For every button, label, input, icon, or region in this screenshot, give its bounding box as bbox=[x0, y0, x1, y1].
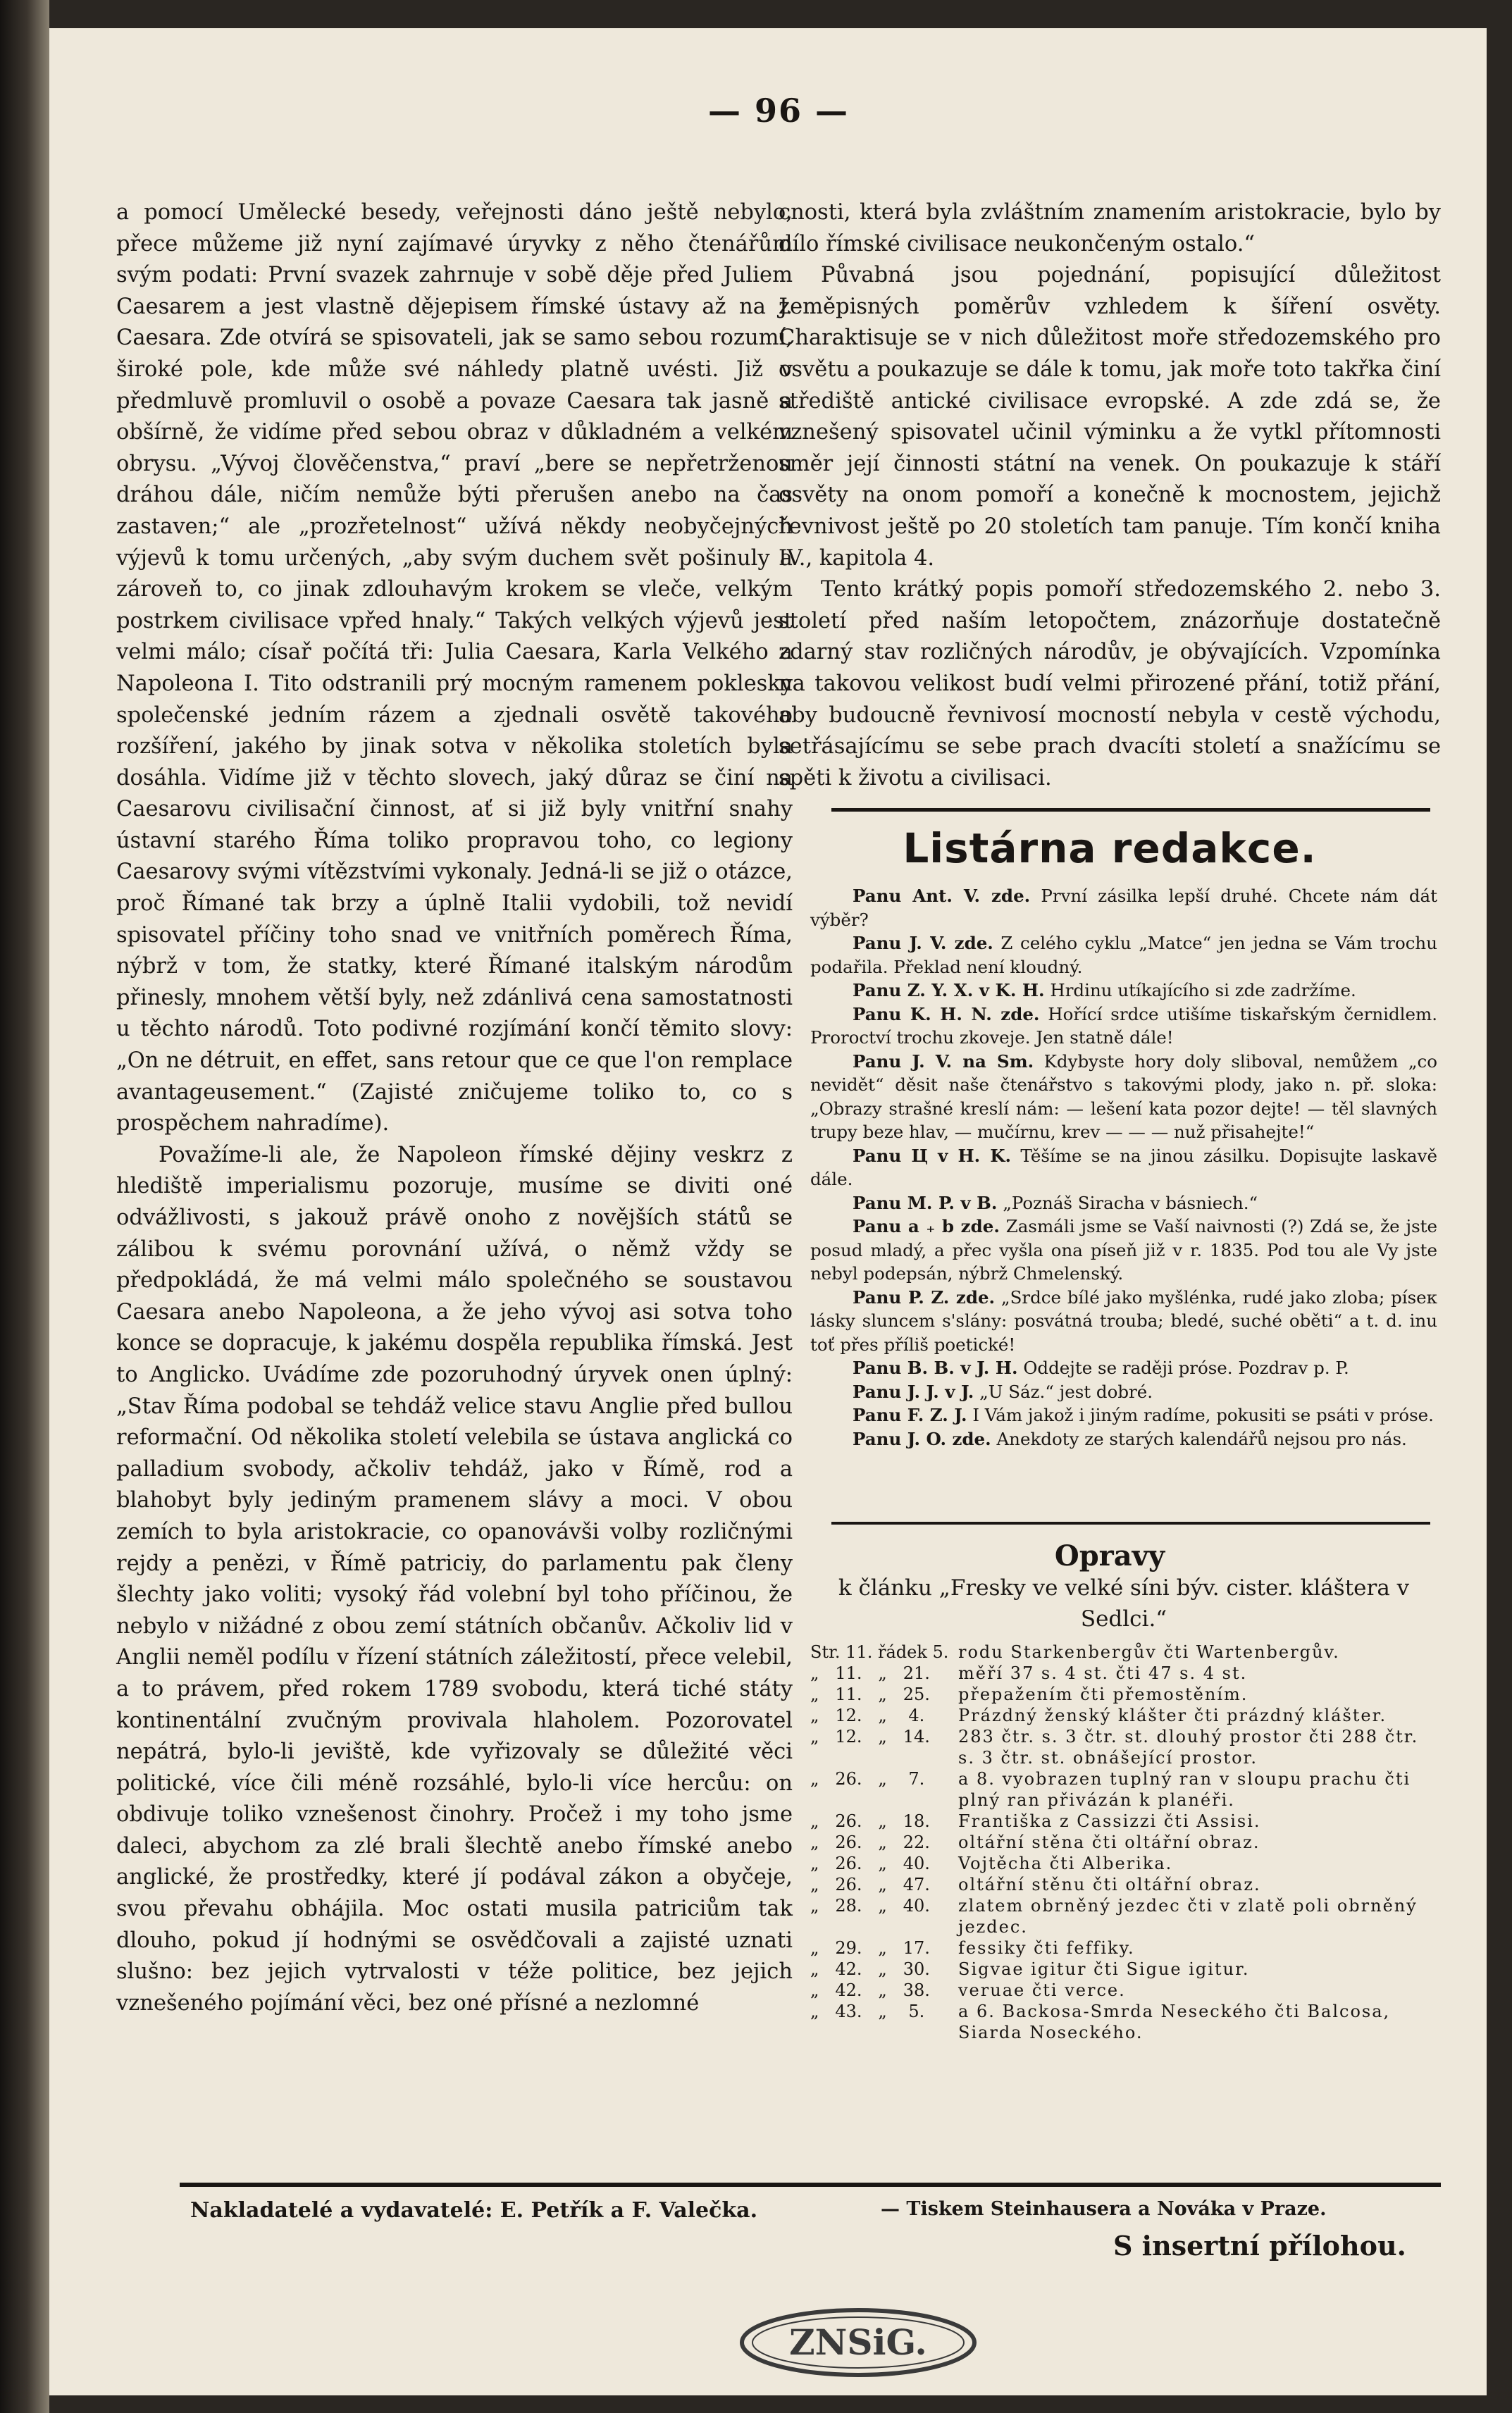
errata-correction: měří 37 s. 4 st. čti 47 s. 4 st. bbox=[958, 1663, 1248, 1683]
letter-text: Kdybyste hory doly sliboval, nemůžem „co nevidět“ děsit naše čtenářstvo s takovými plody, jako n. př. sloka: „Obrazy strašné kreslí nám: — lešení kata pozor dejte! — těl slavných trupy beze hlav, — mučírnu, krev — — — nuž přisahejte!“ bbox=[810, 1050, 1437, 1142]
letter-recipient: Panu a ₊ b zde. bbox=[853, 1216, 1000, 1236]
errata-location: „ 43. „ 5. bbox=[810, 2002, 925, 2021]
publishers-line: Nakladatelé a vydavatelé: E. Petřík a F. Valečka. bbox=[190, 2198, 758, 2223]
errata-location: „ 28. „ 40. bbox=[810, 1896, 930, 1916]
errata-location: „ 12. „ 4. bbox=[810, 1706, 925, 1725]
letter-entry bbox=[810, 1403, 1437, 1427]
errata-correction: oltářní stěnu čti oltářní obraz. bbox=[958, 1875, 1261, 1894]
errata-location: Str. 11. řádek 5. bbox=[810, 1642, 949, 1662]
errata-correction: Prázdný ženský klášter čti prázdný klášter. bbox=[958, 1706, 1387, 1725]
letter-text: Oddejte se raději próse. Pozdrav p. P. bbox=[1023, 1358, 1349, 1378]
letter-recipient: Panu Ц v H. K. bbox=[853, 1145, 1012, 1166]
errata-location: „ 42. „ 30. bbox=[810, 1959, 930, 1979]
errata-correction: přepažením čti přemostěním. bbox=[958, 1685, 1248, 1704]
letter-recipient: Panu J. O. zde. bbox=[853, 1428, 991, 1449]
imprint-rule-top bbox=[180, 2183, 1441, 2187]
letter-recipient: Panu M. P. v B. bbox=[853, 1192, 998, 1213]
errata-location: „ 12. „ 14. bbox=[810, 1727, 930, 1747]
errata-row bbox=[810, 1832, 1430, 1853]
errata-correction: 283 čtr. s. 3 čtr. st. dlouhý prostor čti 288 čtr. s. 3 čtr. st. obnášející prostor. bbox=[958, 1727, 1419, 1768]
errata-row bbox=[810, 1874, 1430, 1895]
letter-recipient: Panu Ant. V. zde. bbox=[853, 886, 1031, 906]
letter-text: Zasmáli jsme se Vaší naivnosti (?) Zdá se, že jste posud mladý, a přec vyšla ona píseň již v r. 1835. Pod tou ale Vy jste nebyl podepsán, nýbrž Chmelenský. bbox=[810, 1216, 1438, 1284]
errata-row bbox=[810, 1980, 1430, 2001]
errata-row bbox=[810, 1959, 1430, 1980]
section-divider-rule bbox=[831, 808, 1430, 812]
article-paragraph: Půvabná jsou pojednání, popisující důležitost zeměpisných poměrův vzhledem k šíření osvěty. Charaktisuje se v nich důležitost moře středozemského pro osvětu a poukazuje se dále k tomu, jak moře toto takřka činí střediště antické civilisace evropské. A zde zdá se, že vznešený spisovatel učinil výminku a že vytkl přítomnosti směr její činnosti státní na venek. On poukazuje k stáří osvěty na onom pomoří a konečně k mocnostem, jejichž řevnivost ještě po 20 stoletích tam panuje. Tím končí kniha IV., kapitola 4. bbox=[779, 263, 1441, 571]
letter-text: Anekdoty ze starých kalendářů nejsou pro nás. bbox=[996, 1428, 1407, 1449]
errata-location: „ 42. „ 38. bbox=[810, 1980, 930, 2000]
errata-row bbox=[810, 1853, 1430, 1874]
errata-correction: Sigvae igitur čti Sigue igitur. bbox=[958, 1959, 1250, 1979]
article-paragraph: a pomocí Umělecké besedy, veřejnosti dáno ještě nebylo, přece můžeme již nyní zajímavé úryvky z něho čtenářům svým podati: První svazek zahrnuje v sobě děje před Juliem Caesarem a jest vlastně dějepisem římské ústavy až na J. Caesara. Zde otvírá se spisovateli, jak se samo sebou rozumí, široké pole, kde může své náhledy platně uvésti. Již v předmluvě promluvil o osobě a povaze Caesara tak jasně a obšírně, že vidíme před sebou obraz v důkladném a velkém obrysu. „Vývoj člověčenstva,“ praví „bere se nepřetrženou dráhou dále, ničím nemůže býti přerušen anebo na čas zastaven;“ ale „prozřetelnost“ užívá někdy neobyčejných výjevů k tomu určených, „aby svým duchem svět pošinuly a zároveň to, co jinak zdlouhavým krokem se vleče, velkým postrkem civilisace vpřed hnaly.“ Takých velkých výjevů jest velmi málo; císař počítá tři: Julia Caesara, Karla Velkého a Napoleona I. Tito odstranili prý mocným ramenem poklesky společenské jedním rázem a zjednali osvětě takového rozšíření, jakého by jinak sotva v několika stoletích byla dosáhla. Vidíme již v těchto slovech, jaký důraz se činí na Caesarovu civilisační činnost, ať si již byly vnitřní snahy ústavní starého Říma toliko propravou toho, co legiony Caesarovy svými vítězstvími vykonaly. Jedná-li se již o otázce, proč Římané tak brzy a úplně Italii vydobili, tož nevidí spisovatel příčiny toho snad ve vnitřních poměrech Říma, nýbrž v tom, že statky, které Římané italským národům přinesly, mnohem větší byly, než zdánlivá cena samostatnosti u těchto národů. Toto podivné rozjímání končí těmito slovy: „On ne détruit, en effet, sans retour que ce que l'on remplace avantageusement.“ (Zajisté zničujeme toliko to, co s prospěchem nahradíme). bbox=[116, 200, 793, 1136]
library-stamp bbox=[735, 2304, 981, 2381]
errata-location: „ 11. „ 21. bbox=[810, 1663, 930, 1683]
errata-location: „ 26. „ 22. bbox=[810, 1832, 930, 1852]
letter-entry bbox=[810, 1215, 1437, 1286]
letter-entry bbox=[810, 1380, 1437, 1404]
letter-entry bbox=[810, 1050, 1437, 1144]
errata-row bbox=[810, 1895, 1430, 1937]
letter-entry bbox=[810, 1427, 1437, 1451]
errata-row bbox=[810, 1937, 1430, 1959]
letter-entry bbox=[810, 1356, 1437, 1380]
errata-correction: oltářní stěna čti oltářní obraz. bbox=[958, 1832, 1260, 1852]
errata-row bbox=[810, 2001, 1430, 2043]
letter-text: Hořící srdce utišíme tiskařským černidlem. Proroctví trochu zkoveje. Jen statně dále! bbox=[810, 1003, 1437, 1048]
letter-text: „Poznáš Siracha v básniech.“ bbox=[1003, 1192, 1258, 1213]
errata-row bbox=[810, 1684, 1430, 1705]
supplement-note: S insertní přílohou. bbox=[1113, 2230, 1406, 2262]
editorial-letters bbox=[810, 884, 1437, 1451]
letter-entry bbox=[810, 884, 1437, 931]
letter-recipient: Panu P. Z. zde. bbox=[853, 1286, 996, 1308]
errata-location: „ 26. „ 40. bbox=[810, 1854, 930, 1873]
errata-heading: Opravy bbox=[1054, 1539, 1165, 1573]
letter-entry bbox=[810, 1191, 1437, 1215]
letter-entry bbox=[810, 1003, 1437, 1050]
errata-row bbox=[810, 1726, 1430, 1768]
errata-subtitle: k článku „Fresky ve velké síni býv. cister. kláštera v Sedlci.“ bbox=[838, 1575, 1410, 1632]
left-column-article bbox=[116, 197, 793, 2019]
article-paragraph: Tento krátký popis pomoří středozemského 2. nebo 3. století před naším letopočtem, znázorňuje dostatečně zdarný stav rozličných národův, je obývajících. Vzpomínka na takovou velikost budí velmi přirozené přání, totiž přání, aby budoucně řevnivosí mocností nebyla v cestě východu, setřásajícímu se sebe prach dvacíti století a snažícímu se spěti k životu a civilisaci. bbox=[779, 577, 1441, 790]
errata-location: „ 11. „ 25. bbox=[810, 1685, 930, 1704]
errata-list bbox=[810, 1642, 1430, 2043]
letter-text: Hrdinu utíkajícího si zde zadržíme. bbox=[1050, 980, 1356, 1000]
article-paragraph: cnosti, která byla zvláštním znamením aristokracie, bylo by dílo římské civilisace neukončeným ostalo.“ bbox=[779, 200, 1441, 256]
letter-text: „Srdce bílé jako myšlénka, rudé jako zloba; píseк lásky sluncem s'slány: posvátná trouba; bledé, suché oběti“ a t. d. inu toť přes příliš poetické! bbox=[810, 1286, 1437, 1355]
letter-recipient: Panu J. V. zde. bbox=[853, 933, 993, 953]
errata-correction: Františka z Cassizzi čti Assisi. bbox=[958, 1811, 1261, 1831]
errata-row bbox=[810, 1642, 1430, 1663]
letter-text: První zásilka lepší druhé. Chcete nám dát výběr? bbox=[810, 886, 1437, 930]
letter-text: I Vám jakož i jiným radíme, pokusiti se psáti v próse. bbox=[972, 1405, 1434, 1425]
printer-line: — Tiskem Steinhausera a Nováka v Praze. bbox=[881, 2198, 1327, 2220]
letter-entry bbox=[810, 1286, 1437, 1357]
section-divider-rule bbox=[831, 1522, 1430, 1525]
right-column-article bbox=[779, 197, 1441, 794]
errata-correction: veruae čti verce. bbox=[958, 1980, 1126, 2000]
article-paragraph: Považíme-li ale, že Napoleon římské dějiny veskrz z hlediště imperialismu pozoruje, musíme se diviti oné odvážlivosti, s jakouž právě onoho z novějších států se zálibou k svému porovnání užívá, o němž vždy se předpokládá, že má velmi málo společného se soustavou Caesara anebo Napoleona, a že jeho vývoj asi sotva toho konce se dopracuje, k jakému dospěla republika římská. Jest to Anglicko. Uvádíme zde pozoruhodný úryvek onen úplný: „Stav Říma podobal se tehdáž velice stavu Anglie před bullou reformační. Od několika století velebila se ústava anglická co palladium svobody, ačkoliv tehdáž, jako v Římě, rod a blahobyt byly jediným pramenem slávy a moci. V obou zemích to byla aristokracie, co opanovávši volby rozličnými rejdy a penězi, v Římě patriciy, do parlamentu pak členy šlechty jako voliti; vysoký řád volební byl toho příčinou, že nebylo v nižádné z obou zemí státních občanův. Ačkoliv lid v Anglii neměl podílu v řízení státních záležitostí, přece velebil, a to právem, před rokem 1789 svobodu, která tiché státy kontinentální zvučným provivala hlaholem. Pozorovatel nepátrá, bylo-li jeviště, kde vyřizovaly se důležité věci politické, více čili méně rozsáhlé, bylo-li více hercůu: on obdivuje toliko vznešenost činohry. Pročež i my toho jsme daleci, abychom za zlé brali šlechtě anebo římské anebo anglické, že prostředky, které jí podával zákon a obyčeje, svou převahu obhájila. Moc ostati musila patriciům tak dlouho, pokud jí hodnými se osvědčovali a zajisté uznati slušno: bez jejich vytrvalosti v téže politice, bez jejich vznešeného pojímání věci, bez oné přísné a nezlomné bbox=[116, 1142, 793, 2016]
errata-row bbox=[810, 1768, 1430, 1811]
errata-row bbox=[810, 1663, 1430, 1684]
errata-correction: rodu Starkenbergův čti Wartenbergův. bbox=[958, 1642, 1340, 1662]
letter-entry bbox=[810, 1144, 1437, 1191]
errata-correction: zlatem obrněný jezdec čti v zlatě poli obrněný jezdec. bbox=[958, 1896, 1418, 1937]
errata-row bbox=[810, 1705, 1430, 1726]
letter-recipient: Panu J. J. v J. bbox=[853, 1381, 974, 1402]
errata-correction: Vojtěcha čti Alberika. bbox=[958, 1854, 1173, 1873]
page-number: — 96 — bbox=[707, 92, 850, 130]
letter-recipient: Panu J. V. na Sm. bbox=[853, 1050, 1034, 1072]
errata-location: „ 26. „ 47. bbox=[810, 1875, 930, 1894]
errata-location: „ 26. „ 7. bbox=[810, 1769, 925, 1789]
letter-recipient: Panu B. B. v J. H. bbox=[853, 1358, 1018, 1378]
stamp-text: ZNSiG. bbox=[789, 2321, 927, 2363]
letter-text: Těšíme se na jinou zásilku. Dopisujte laskavě dále. bbox=[810, 1145, 1437, 1189]
book-binding-edge bbox=[0, 0, 49, 2413]
errata-row bbox=[810, 1811, 1430, 1832]
letter-entry bbox=[810, 931, 1437, 979]
letter-recipient: Panu Z. Y. X. v K. H. bbox=[853, 980, 1045, 1000]
listarna-heading: Listárna redakce. bbox=[903, 824, 1317, 872]
letter-recipient: Panu K. H. N. zde. bbox=[853, 1003, 1040, 1024]
errata-correction: fessiky čti feffiky. bbox=[958, 1938, 1135, 1958]
letter-recipient: Panu F. Z. J. bbox=[853, 1405, 967, 1425]
errata-correction: a 8. vyobrazen tuplný ran v sloupu prachu čti plný ran přivázán k planéři. bbox=[958, 1769, 1411, 1810]
letter-text: Z celého cyklu „Matce“ jen jedna se Vám trochu podařila. Překlad není kloudný. bbox=[810, 933, 1437, 977]
errata-location: „ 29. „ 17. bbox=[810, 1938, 930, 1958]
errata-correction: a 6. Backosa-Smrda Neseckého čti Balcosa, Siarda Noseckého. bbox=[958, 2002, 1391, 2042]
letter-entry bbox=[810, 979, 1437, 1003]
errata-location: „ 26. „ 18. bbox=[810, 1811, 930, 1831]
letter-text: „U Sáz.“ jest dobré. bbox=[979, 1381, 1153, 1402]
